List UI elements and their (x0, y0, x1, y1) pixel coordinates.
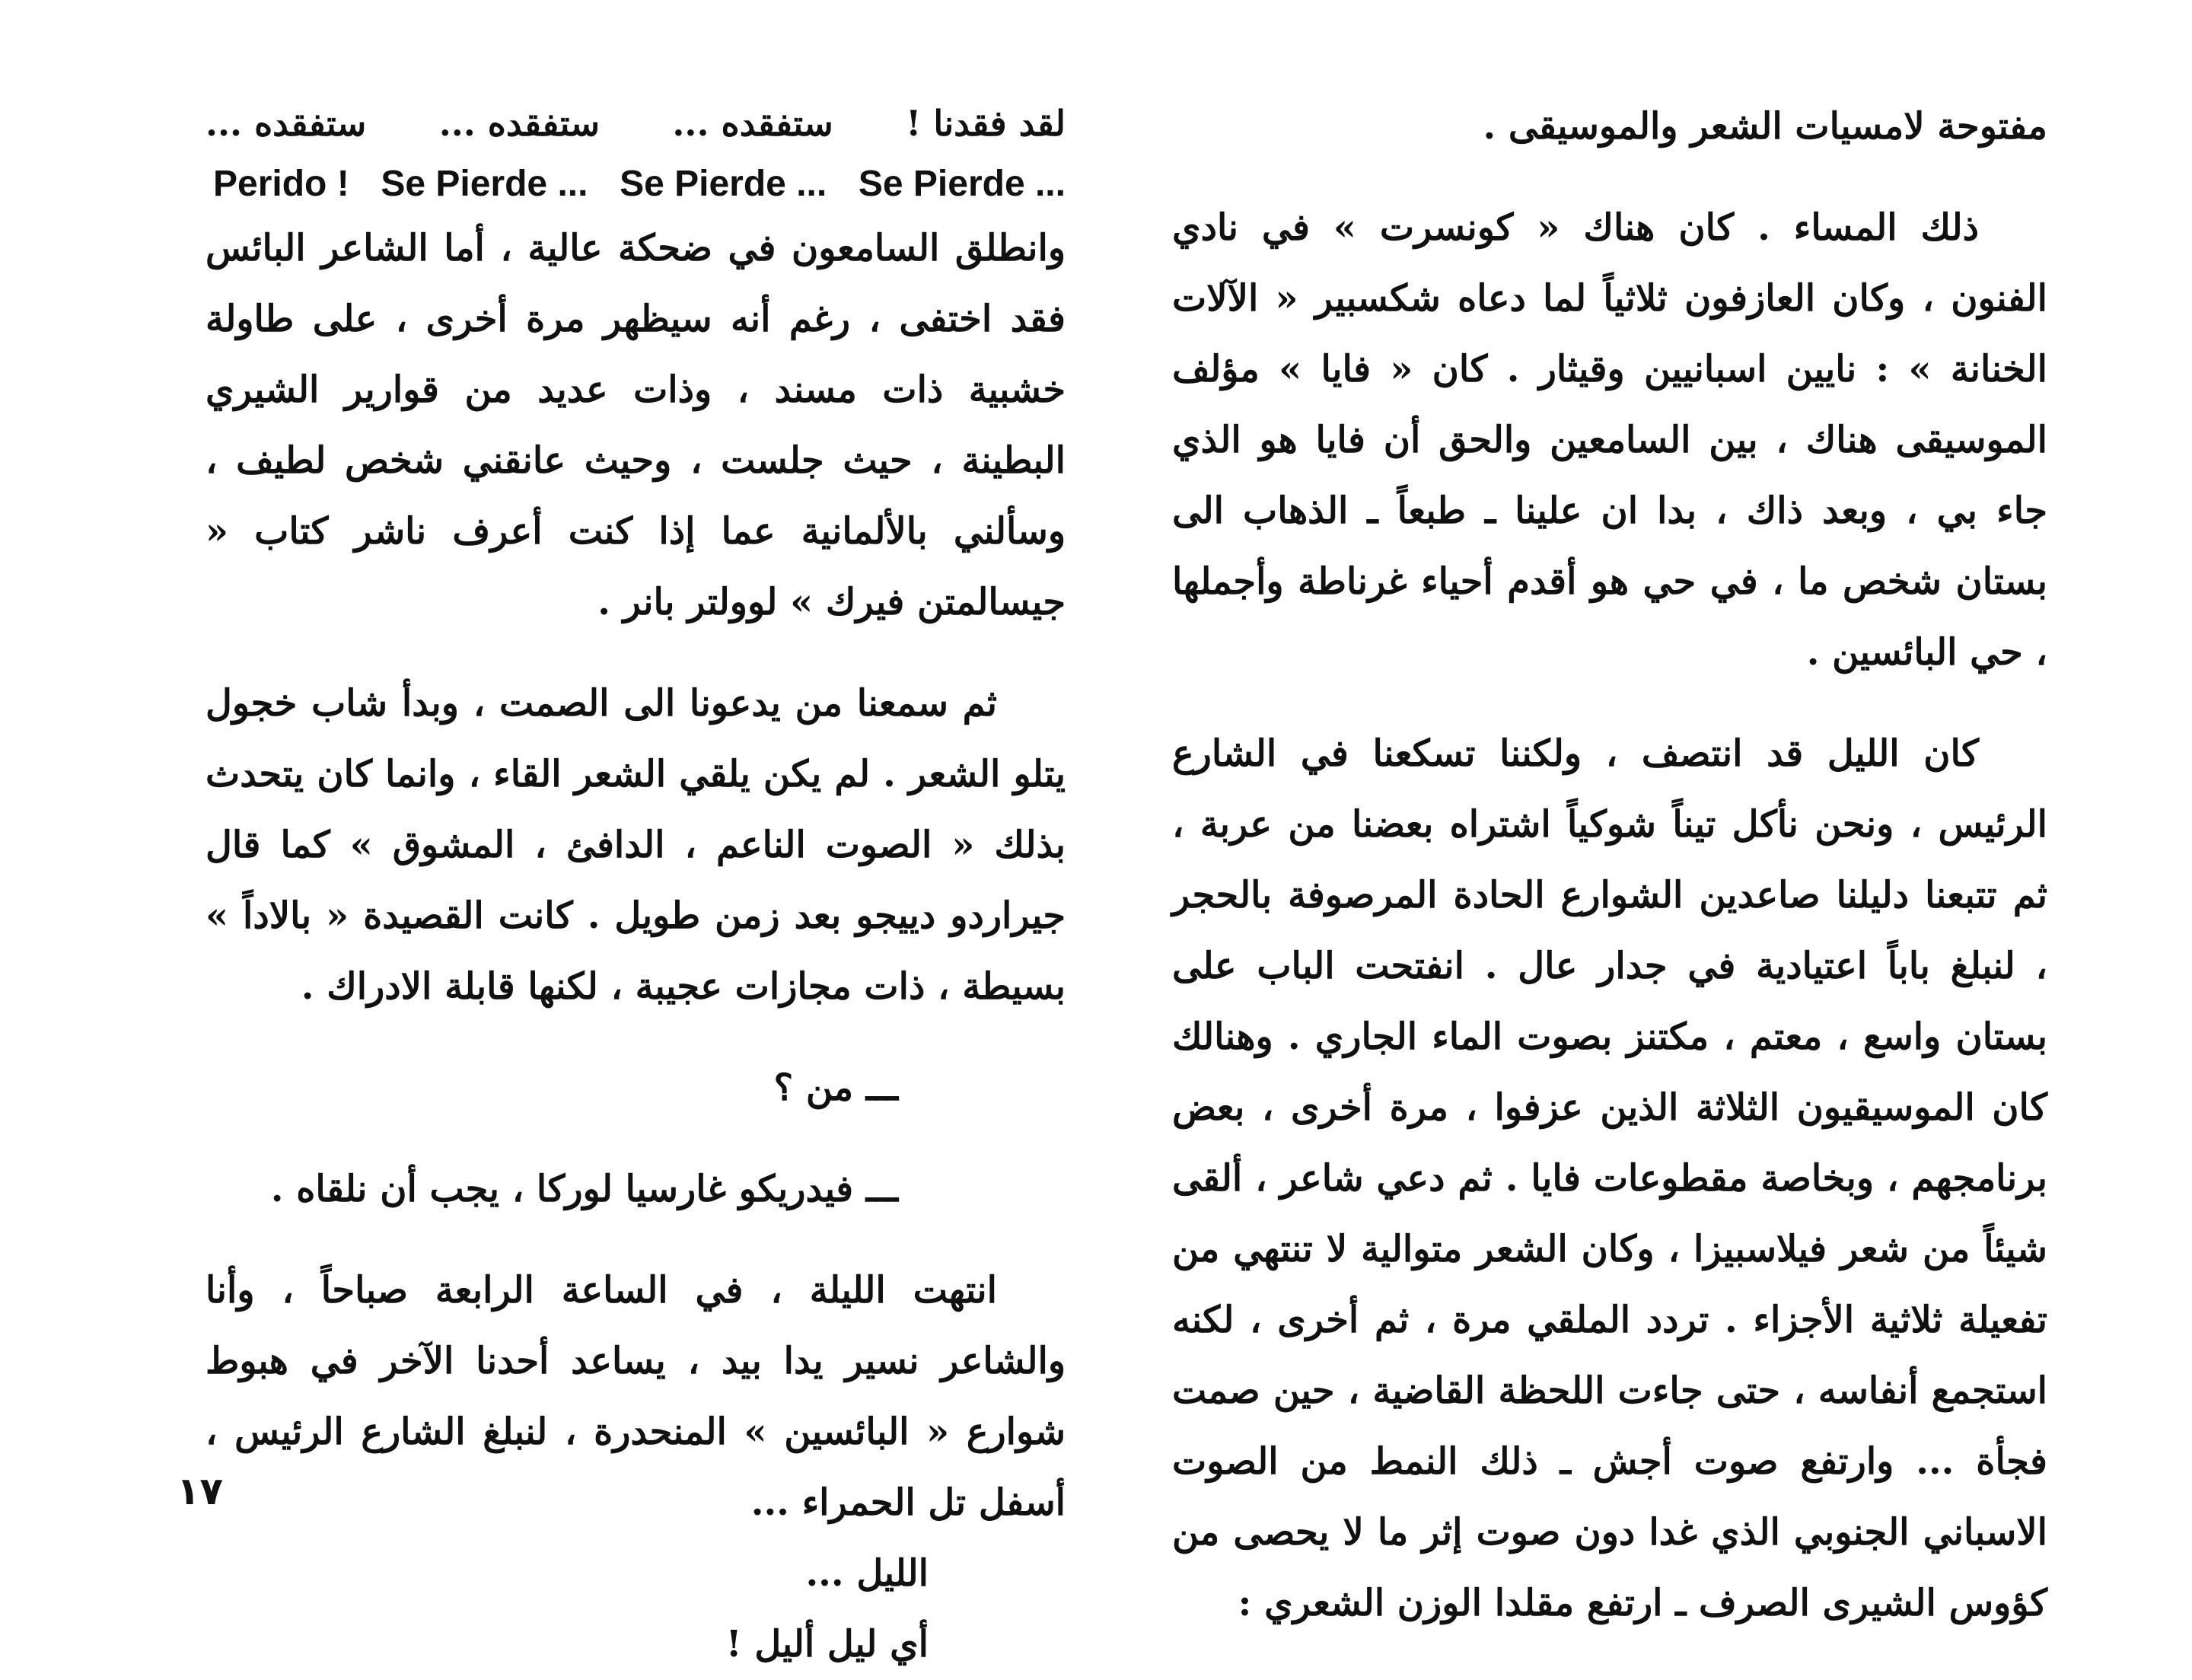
dialogue-line: ـــ من ؟ (773, 1066, 898, 1109)
refrain-arabic-item: ستفقده ... (672, 103, 833, 144)
refrain-spanish-item: Se Pierde ... (381, 164, 588, 204)
paragraph: انتهت الليلة ، في الساعة الرابعة صباحاً ، وأنا والشاعر نسير يدا بيد ، يساعد أحدنا الآخر في هبوط شوارع « البائسين » المنحدرة ، لنبلغ الشارع الرئيس ، أسفل تل الحمراء ... (206, 1269, 1066, 1524)
page-number: ١٧ (177, 1469, 224, 1513)
left-column (206, 91, 1066, 1680)
closing-line: أي ليل أليل ! (725, 1623, 929, 1666)
right-page (1096, 0, 2192, 1624)
paragraph: وانطلق السامعون في ضحكة عالية ، أما الشاعر البائس فقد اختفى ، رغم أنه سيظهر مرة أخرى ، على طاولة خشبية ذات مسند ، وذات عديد من قوارير الشيري البطينة ، حيث جلست ، وحيث عانقني شخص لطيف ، وسألني بالألمانية عما إذا كنت أعرف ناشر كتاب « جيسالمتن فيرك » لوولتر بانر . (206, 227, 1066, 623)
refrain-spanish-item: Perido ! (213, 164, 349, 204)
closing-line: الليل ... (805, 1552, 929, 1595)
refrain-arabic-item: ستفقده ... (206, 103, 367, 144)
paragraph: كان الليل قد انتصف ، ولكننا تسكعنا في الشارع الرئيس ، ونحن نأكل تيناً شوكياً اشتراه بعضنا من عربة ، ثم تتبعنا دليلنا صاعدين الشوارع الحادة المرصوفة بالحجر ، لنبلغ باباً اعتيادية في جدار عال . انفتحت الباب على بستان واسع ، معتم ، مكتنز بصوت الماء الجاري . وهنالك كان الموسيقيون الثلاثة الذين عزفوا ، مرة أخرى ، بعض برنامجهم ، وبخاصة مقطوعات فايا . ثم دعي شاعر ، ألقى شيئاً من شعر فيلاسبيزا ، وكان الشعر متوالية لا تنتهي من تفعيلة ثلاثية الأجزاء . تردد الملقي مرة ، ثم أخرى ، لكنه استجمع أنفاسه ، حتى جاءت اللحظة القاضية ، حين صمت فجأة ... وارتفع صوت أجش ـ ذلك النمط من الصوت الاسباني الجنوبي الذي غدا دون صوت إثر ما لا يحصى من كؤوس الشيرى الصرف ـ ارتفع مقلدا الوزن الشعري : (1172, 732, 2048, 1624)
paragraph: مفتوحة لامسيات الشعر والموسيقى . (1483, 105, 2047, 148)
refrain-spanish-item: Se Pierde ... (620, 164, 827, 204)
right-column (1172, 91, 2047, 1639)
dialogue-line: ـــ فيدريكو غارسيا لوركا ، يجب أن نلقاه . (270, 1168, 898, 1210)
left-page (0, 0, 1096, 1666)
refrain-spanish-item: Se Pierde ... (858, 164, 1066, 204)
paragraph: ثم سمعنا من يدعونا الى الصمت ، وبدأ شاب خجول يتلو الشعر . لم يكن يلقي الشعر القاء ، وانما كان يتحدث بذلك « الصوت الناعم ، الدافئ ، المشوق » كما قال جيراردو دييجو بعد زمن طويل . كانت القصيدة « بالاداً » بسيطة ، ذات مجازات عجيبة ، لكنها قابلة الادراك . (206, 682, 1066, 1008)
paragraph: ذلك المساء . كان هناك « كونسرت » في نادي الفنون ، وكان العازفون ثلاثياً لما دعاه شكسبير « الآلات الخنانة » : نايين اسبانيين وقيثار . كان « فايا » مؤلف الموسيقى هناك ، بين السامعين والحق أن فايا هو الذي جاء بي ، وبعد ذاك ، بدا ان علينا ـ طبعاً ـ الذهاب الى بستان شخص ما ، في حي هو أقدم أحياء غرناطة وأجملها ، حي البائسين . (1172, 206, 2047, 674)
refrain-arabic-item: ستفقده ... (438, 103, 600, 144)
refrain-spanish (206, 155, 1066, 213)
refrain-arabic (206, 91, 1066, 155)
refrain-arabic-item: لقد فقدنا ! (906, 103, 1066, 144)
